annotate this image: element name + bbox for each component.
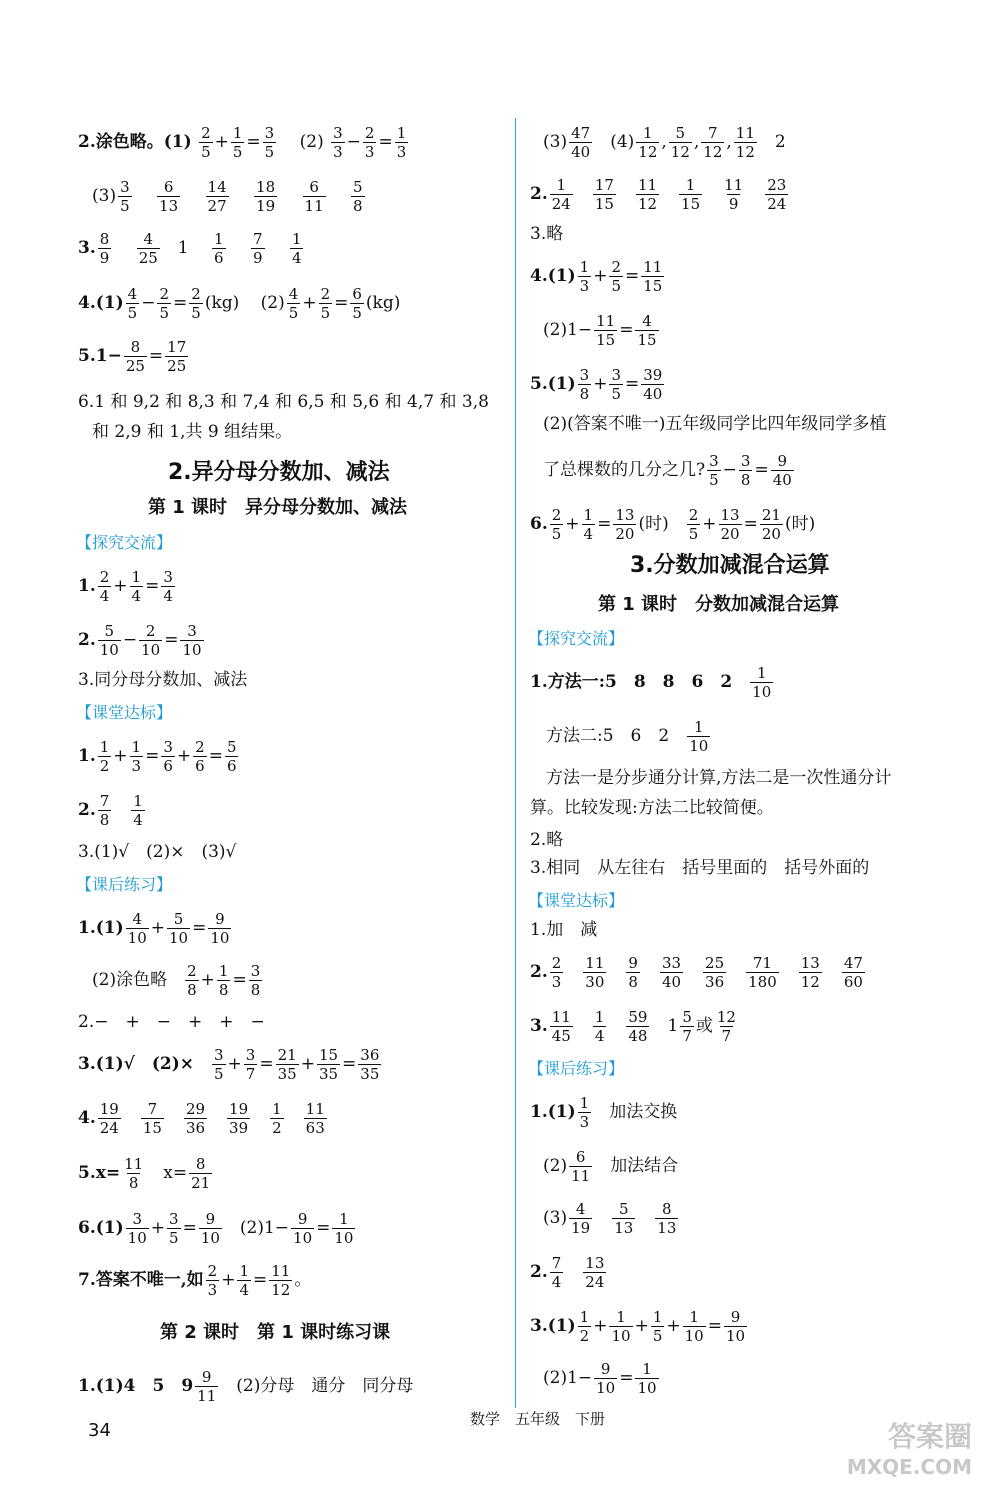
tag-homework-r: 【课后练习】 (528, 1059, 625, 1078)
answer-3: 3. $\frac{8}{9}$ $\frac{4}{25}$ 1 $\frac{1}{6}$ $\frac{7}{9}$ $\frac{1}{4}$ (78, 230, 302, 267)
answer-5: 5.1− $\frac{8}{25}$ = $\frac{17}{25}$ (78, 338, 187, 375)
class-r-3: 3. $\frac{11}{45}$ $\frac{1}{4}$ $\frac{59}{48}$ 1 $\frac{5}{7}$ 或 $\frac{12}{7}$ (530, 1008, 736, 1045)
hw-r-1-3: (3) $\frac{4}{19}$ $\frac{5}{13}$ $\frac{8}{13}$ (543, 1200, 677, 1237)
explore-1: 1. $\frac{2}{4}$ + $\frac{1}{4}$ = $\frac{3}{4}$ (78, 568, 173, 605)
hw-r-1-2: (2) $\frac{6}{11}$ 加法结合 (543, 1148, 679, 1185)
lesson-title-3: 第 1 课时 分数加减混合运算 (598, 594, 840, 615)
r-answer-2: 2. $\frac{1}{24}$ $\frac{17}{15}$ $\frac{11}{12}$ $\frac{1}{15}$ $\frac{11}{9}$ $\frac{23}{24}$ (530, 176, 787, 213)
tag-class: 【课堂达标】 (76, 703, 173, 722)
tag-explore-r: 【探究交流】 (528, 629, 625, 648)
watermark: 答案圈 MXQE.COM (846, 1420, 972, 1479)
r-answer-4: 4.(1) $\frac{1}{3}$ + $\frac{2}{5}$ = $\frac{11}{15}$ (530, 258, 663, 295)
method-2: 方法二:5 6 2 $\frac{1}{10}$ (546, 718, 709, 755)
section-title-3: 3.分数加减混合运算 (630, 553, 830, 578)
answer-2: 2.涂色略。(1) $\frac{2}{5}$ + $\frac{1}{5}$ = $\frac{3}{5}$ (2) $\frac{3}{3}$ − $\frac{2}{3}$ = $\frac{1}{3}$ (78, 124, 407, 161)
method-note-2: 算。比较发现:方法二比较简便。 (530, 798, 774, 818)
hw-1-2: (2)涂色略 $\frac{2}{8}$ + $\frac{1}{8}$ = $\frac{3}{8}$ (92, 962, 261, 999)
lesson-title: 第 1 课时 异分母分数加、减法 (148, 497, 408, 518)
r-answer-5-3: 了总棵数的几分之几? $\frac{3}{5}$ − $\frac{3}{8}$ = $\frac{9}{40}$ (543, 452, 792, 489)
hw-3: 3.(1)√ (2)× $\frac{3}{5}$ + $\frac{3}{7}$ = $\frac{21}{35}$ + $\frac{15}{35}$ = $\frac{36}{35}$ (78, 1046, 380, 1083)
hw-6: 6.(1) $\frac{3}{10}$ + $\frac{3}{5}$ = $\frac{9}{10}$ (2)1− $\frac{9}{10}$ = $\frac{1}{10}$ (78, 1210, 354, 1247)
class-1: 1. $\frac{1}{2}$ + $\frac{1}{3}$ = $\frac{3}{6}$ + $\frac{2}{6}$ = $\frac{5}{6}$ (78, 738, 237, 775)
method-1: 1.方法一:5 8 8 6 2 $\frac{1}{10}$ (530, 664, 772, 701)
tag-homework: 【课后练习】 (76, 875, 173, 894)
hw-7: 7.答案不唯一,如 $\frac{2}{3}$ + $\frac{1}{4}$ = $\frac{11}{12}$ 。 (78, 1262, 312, 1299)
tag-explore: 【探究交流】 (76, 533, 173, 552)
r-answer-5: 5.(1) $\frac{3}{8}$ + $\frac{3}{5}$ = $\frac{39}{40}$ (530, 366, 663, 403)
r-answer-4-2: (2)1− $\frac{11}{15}$ = $\frac{4}{15}$ (543, 312, 657, 349)
hw-4: 4. $\frac{19}{24}$ $\frac{7}{15}$ $\frac{29}{36}$ $\frac{19}{39}$ $\frac{1}{2}$ $\frac{11}{63}$ (78, 1100, 325, 1137)
explore-3: 3.同分母分数加、减法 (78, 670, 248, 690)
class-2: 2. $\frac{7}{8}$ $\frac{1}{4}$ (78, 792, 143, 829)
answer-6: 6.1 和 9,2 和 8,3 和 7,4 和 6,5 和 5,6 和 4,7 和 3,8 (78, 392, 489, 412)
hw-r-3-2: (2)1− $\frac{9}{10}$ = $\frac{1}{10}$ (543, 1360, 657, 1397)
method-note: 方法一是分步通分计算,方法二是一次性通分计 (546, 768, 892, 788)
explore-2: 2. $\frac{5}{10}$ − $\frac{2}{10}$ = $\frac{3}{10}$ (78, 622, 202, 659)
hw-1: 1.(1) $\frac{4}{10}$ + $\frac{5}{10}$ = $\frac{9}{10}$ (78, 910, 230, 947)
answer-4: 4.(1) $\frac{4}{5}$ − $\frac{2}{5}$ = $\frac{2}{5}$ (kg) (2) $\frac{4}{5}$ + $\frac{2}{5}$ = $\frac{6}{5}$ (kg) (78, 285, 401, 322)
section-title: 2.异分母分数加、减法 (168, 460, 390, 485)
class-3: 3.(1)√ (2)× (3)√ (78, 842, 237, 862)
r-answer-3: (3) $\frac{47}{40}$ (4) $\frac{1}{12}$ , $\frac{5}{12}$ , $\frac{7}{12}$ , $\frac{11}{12}$ 2 (543, 124, 786, 161)
page-number: 34 (88, 1420, 111, 1441)
r-answer-6: 6. $\frac{2}{5}$ + $\frac{1}{4}$ = $\frac{13}{20}$ (时) $\frac{2}{5}$ + $\frac{13}{20}$ = $\frac{21}{20}$ (时) (530, 506, 816, 543)
hw-2: 2.− + − + + − (78, 1012, 265, 1032)
hw-r-3: 3.(1) $\frac{1}{2}$ + $\frac{1}{10}$ + $\frac{1}{5}$ + $\frac{1}{10}$ = $\frac{9}{10}$ (530, 1308, 746, 1345)
practice-1: 1.(1)4 5 9 $\frac{9}{11}$ (2)分母 通分 同分母 (78, 1368, 414, 1405)
footer-subject: 数学 五年级 下册 (470, 1410, 606, 1428)
class-r-2: 2. $\frac{2}{3}$ $\frac{11}{30}$ $\frac{9}{8}$ $\frac{33}{40}$ $\frac{25}{36}$ $\frac{71}{180}$ $\frac{13}{12}$ $\frac{47}{60}$ (530, 954, 863, 991)
hw-r-1: 1.(1) $\frac{1}{3}$ 加法交换 (530, 1094, 678, 1131)
answer-2-3: (3) $\frac{3}{5}$ $\frac{6}{13}$ $\frac{14}{27}$ $\frac{18}{19}$ $\frac{6}{11}$ $\frac{5}{8}$ (92, 178, 363, 215)
r-q2: 2.略 (530, 830, 564, 850)
hw-r-2: 2. $\frac{7}{4}$ $\frac{13}{24}$ (530, 1254, 605, 1291)
r-answer-3b: 3.略 (530, 224, 564, 244)
r-answer-5-2: (2)(答案不唯一)五年级同学比四年级同学多植 (543, 414, 887, 434)
tag-class-r: 【课堂达标】 (528, 891, 625, 910)
fraction: $\frac{2}{5}$ (201, 124, 211, 161)
lesson-title-2: 第 2 课时 第 1 课时练习课 (160, 1322, 391, 1343)
class-r-1: 1.加 减 (530, 920, 598, 940)
r-q3: 3.相同 从左往右 括号里面的 括号外面的 (530, 858, 870, 878)
column-divider (515, 118, 516, 1408)
answer-6-cont: 和 2,9 和 1,共 9 组结果。 (92, 422, 293, 442)
hw-5: 5.x= $\frac{11}{8}$ x= $\frac{8}{21}$ (78, 1155, 211, 1192)
